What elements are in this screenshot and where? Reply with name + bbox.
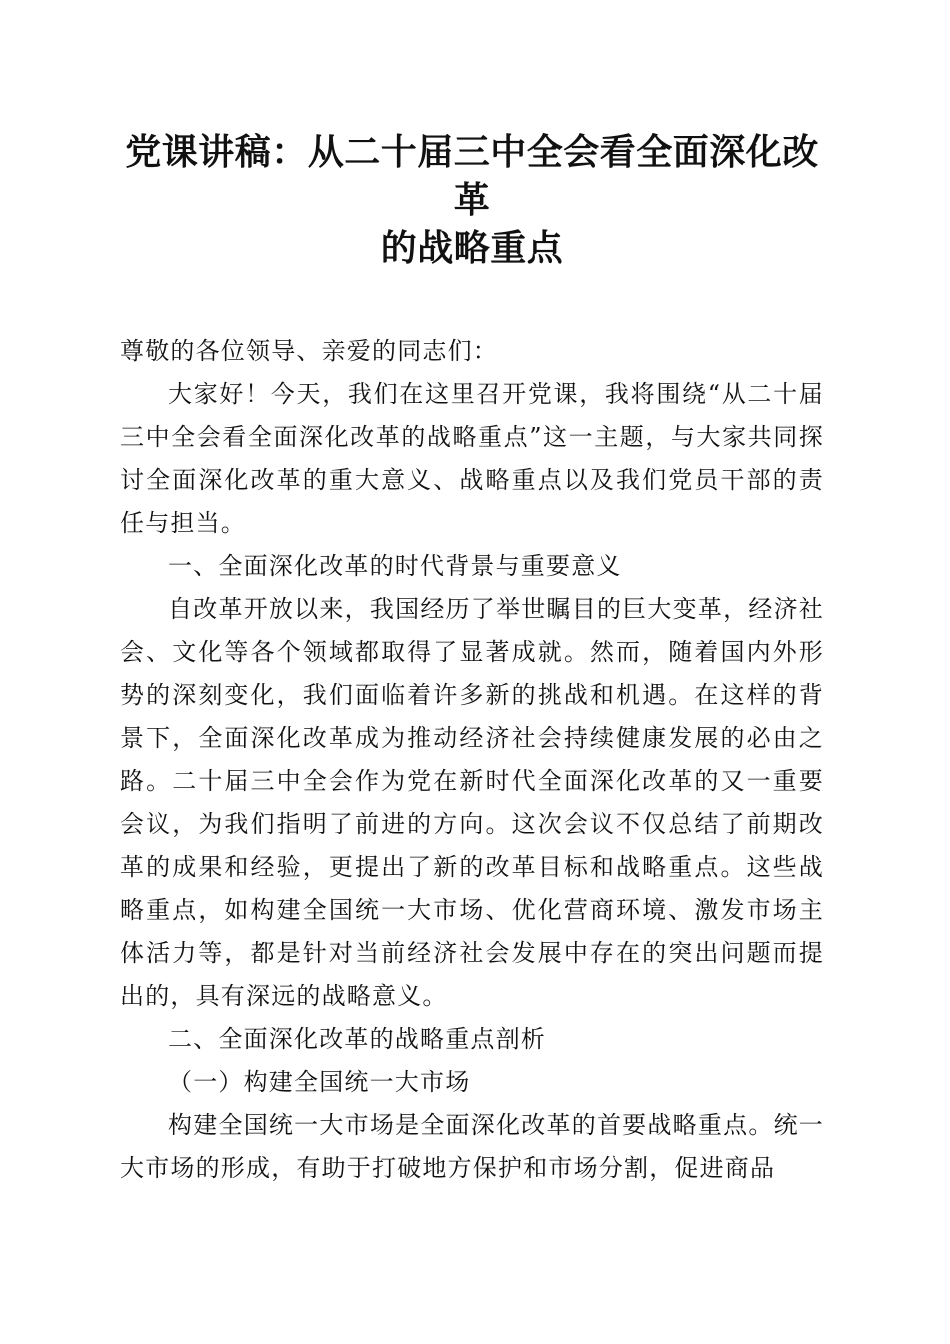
salutation: 尊敬的各位领导、亲爱的同志们： (120, 337, 498, 365)
section-2-heading: 二、全面深化改革的战略重点剖析 (168, 1025, 546, 1053)
section-2-sub-1-paragraph: 构建全国统一大市场是全面深化改革的首要战略重点。统一大市场的形成，有助于打破地方保护和市场分割，促进商品 (120, 1111, 824, 1182)
section-2-subheading-1: （一）构建全国统一大市场 (168, 1068, 471, 1096)
intro-paragraph: 大家好！今天，我们在这里召开党课，我将围绕“从二十届三中全会看全面深化改革的战略重点”这一主题，与大家共同探讨全面深化改革的重大意义、战略重点以及我们党员干部的责任与担当。 (120, 380, 824, 537)
section-1-heading: 一、全面深化改革的时代背景与重要意义 (168, 552, 622, 580)
title-line-2: 的战略重点 (380, 227, 564, 269)
document-title (120, 128, 824, 272)
title-line-1: 党课讲稿：从二十届三中全会看全面深化改革 (125, 131, 819, 221)
document-page (120, 128, 824, 1190)
section-1-paragraph: 自改革开放以来，我国经历了举世瞩目的巨大变革，经济社会、文化等各个领域都取得了显著成就。然而，随着国内外形势的深刻变化，我们面临着许多新的挑战和机遇。在这样的背景下，全面深化改革成为推动经济社会持续健康发展的必由之路。二十届三中全会作为党在新时代全面深化改革的又一重要会议，为我们指明了前进的方向。这次会议不仅总结了前期改革的成果和经验，更提出了新的改革目标和战略重点。这些战略重点，如构建全国统一大市场、优化营商环境、激发市场主体活力等，都是针对当前经济社会发展中存在的突出问题而提出的，具有深远的战略意义。 (120, 595, 824, 1010)
